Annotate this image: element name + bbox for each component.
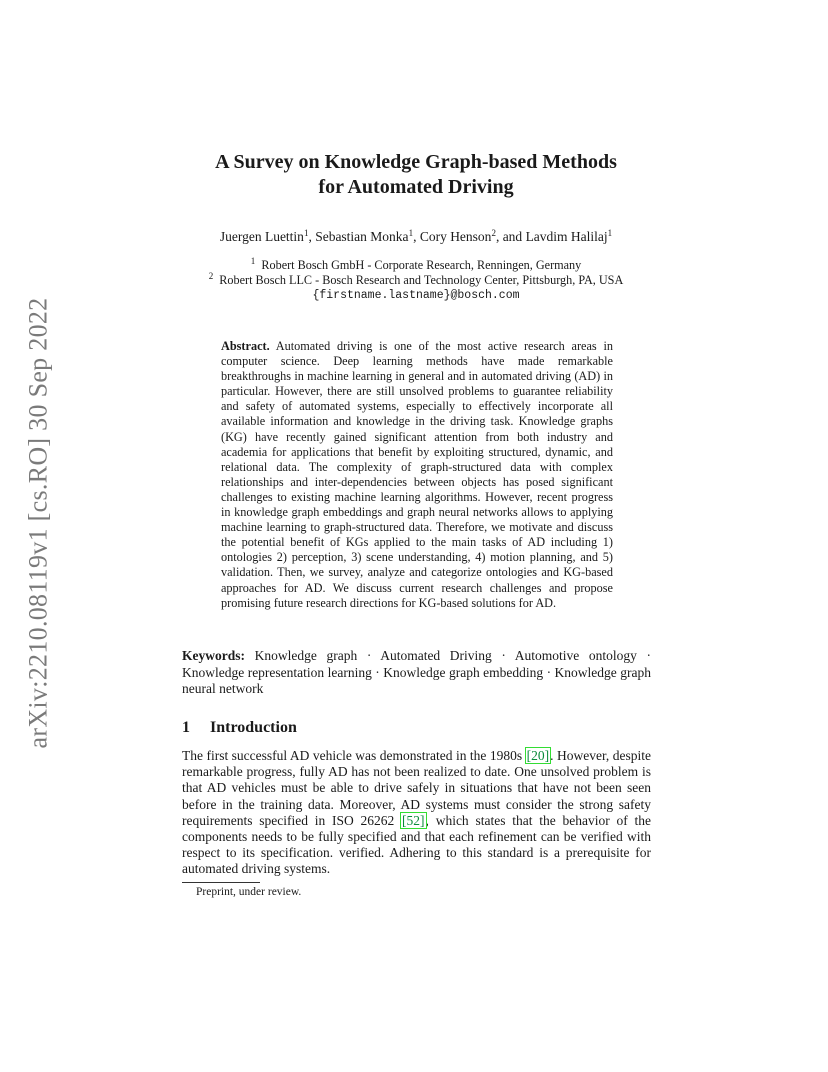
author-separator: , — [308, 229, 316, 244]
keywords — [182, 648, 651, 698]
section-heading — [182, 719, 297, 737]
author-name: Lavdim Halilaj — [525, 229, 608, 244]
keywords-text: Knowledge graph · Automated Driving · Automotive ontology · Knowledge representation learning · Knowledge graph embedding · Knowledge graph neural network — [182, 648, 652, 696]
title-line-2: for Automated Driving — [318, 176, 514, 198]
title-line-1: A Survey on Knowledge Graph-based Methods — [215, 151, 617, 173]
affiliation-mark: 2 — [208, 271, 214, 281]
footnote-divider — [182, 882, 260, 883]
author-separator: , and — [495, 229, 526, 244]
intro-paragraph — [182, 748, 651, 878]
contact-email: {firstname.lastname}@bosch.com — [312, 289, 520, 302]
section-title-text: Introduction — [210, 719, 297, 736]
author-name: Juergen Luettin — [219, 229, 304, 244]
citation-link[interactable]: [20] — [526, 748, 550, 763]
author-list — [150, 229, 682, 245]
citation-link[interactable]: [52] — [402, 812, 425, 828]
author-name: Cory Henson — [419, 229, 492, 244]
keywords-label: Keywords: — [182, 648, 245, 663]
paper-title — [150, 150, 682, 200]
author-affiliation-mark: 1 — [303, 228, 309, 238]
arxiv-stamp-text: arXiv:2210.08119v1 [cs.RO] 30 Sep 2022 — [23, 297, 53, 749]
author-separator: , — [413, 229, 420, 244]
intro-text: The first successful AD vehicle was demonstrated in the 1980s — [182, 748, 526, 763]
intro-text: . However, despite remarkable progress, fully AD has not been realized to date. One unsolved problem is that AD vehicles must be able to drive safely in situations that have not been seen before in the training data. Moreover, AD systems must consider the strong safety requirements specified in ISO 26262 — [182, 748, 651, 828]
arxiv-stamp — [18, 288, 58, 758]
abstract — [221, 339, 613, 611]
author-affiliation-mark: 2 — [491, 228, 496, 238]
affiliation-text: Robert Bosch GmbH - Corporate Research, Renningen, Germany — [261, 258, 582, 272]
author-affiliation-mark: 1 — [408, 228, 414, 238]
section-number: 1 — [182, 719, 190, 736]
intro-text: , which states that the behavior of the components needs to be fully specified and that each refinement can be verified with respect to its specification. verified. Adhering to this standard is a prerequisite for automated driving systems. — [182, 812, 651, 877]
footnote: Preprint, under review. — [196, 886, 302, 898]
affiliation-2 — [150, 273, 682, 288]
affiliation-1 — [150, 258, 682, 273]
author-name: Sebastian Monka — [315, 229, 409, 244]
affiliation-text: Robert Bosch LLC - Bosch Research and Technology Center, Pittsburgh, PA, USA — [219, 273, 624, 287]
affiliation-mark: 1 — [250, 256, 256, 266]
abstract-label: Abstract. — [221, 339, 270, 353]
author-affiliation-mark: 1 — [607, 228, 613, 238]
abstract-text: Automated driving is one of the most active research areas in computer science. Deep learning methods have made remarkable breakthroughs in machine learning in general and in automated driving (AD) in particular. However, there are still unsolved problems to guarantee reliability and safety of automated systems, especially to effectively incorporate all available information and knowledge in the driving task. Knowledge graphs (KG) have recently gained significant attention from both industry and academia for applications that benefit by exploiting structured, dynamic, and relational data. The complexity of graph-structured data with complex relationships and inter-dependencies between objects has posed significant challenges to existing machine learning algorithms. However, recent progress in knowledge graph embeddings and graph neural networks allows to applying machine learning to graph-structured data. Therefore, we motivate and discuss the potential benefit of KGs applied to the main tasks of AD including 1) ontologies 2) perception, 3) scene understanding, 4) motion planning, and 5) validation. Then, we survey, analyze and categorize ontologies and KG-based approaches for AD. We discuss current research challenges and propose promising future research directions for KG-based solutions for AD. — [221, 339, 613, 610]
